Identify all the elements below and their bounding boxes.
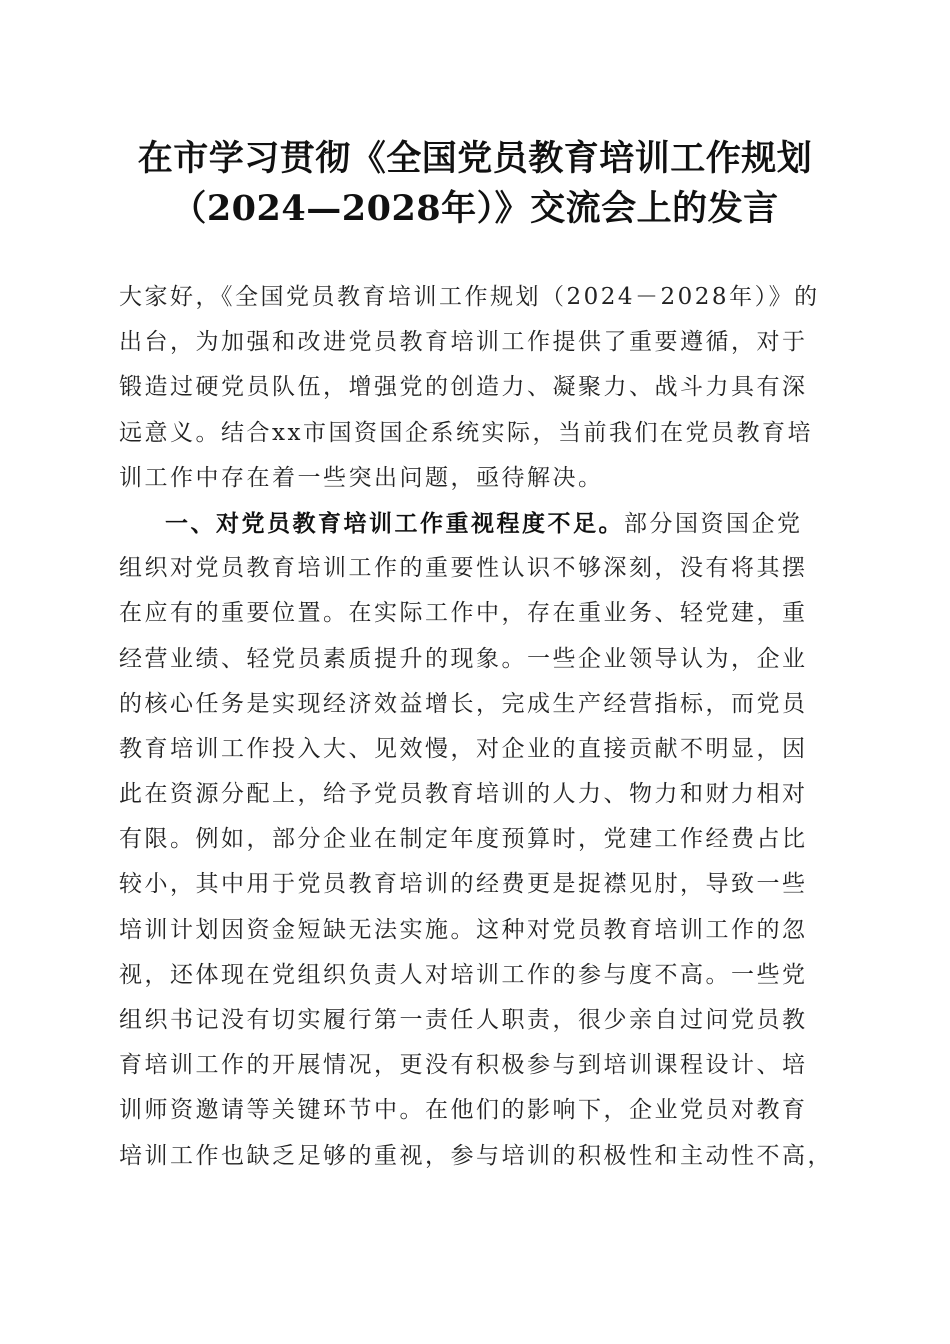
section-1-line: 组织对党员教育培训工作的重要性认识不够深刻，没有将其摆 (119, 555, 808, 582)
section-1-line: 训师资邀请等关键环节中。在他们的影响下，企业党员对教育 (119, 1097, 808, 1124)
section-1-first-line (119, 501, 831, 546)
intro-line: 出台，为加强和改进党员教育培训工作提供了重要遵循，对于 (119, 329, 808, 356)
intro-line: 远意义。结合xx市国资国企系统实际，当前我们在党员教育培 (119, 419, 813, 446)
section-1-line: 的核心任务是实现经济效益增长，完成生产经营指标，而党员 (119, 690, 808, 717)
section-1-line: 有限。例如，部分企业在制定年度预算时，党建工作经费占比 (119, 826, 808, 853)
section-1-line: 教育培训工作投入大、见效慢，对企业的直接贡献不明显，因 (119, 735, 808, 762)
title-line-1: 在市学习贯彻《全国党员教育培训工作规划 (137, 138, 813, 179)
section-1-line: 培训计划因资金短缺无法实施。这种对党员教育培训工作的忽 (119, 916, 808, 943)
document-title (100, 134, 850, 234)
intro-paragraph (119, 275, 831, 501)
document-body (119, 275, 831, 1179)
section-1-paragraph (119, 501, 831, 1179)
intro-line: 训工作中存在着一些突出问题，亟待解决。 (119, 464, 604, 491)
section-1-line: 在应有的重要位置。在实际工作中，存在重业务、轻党建，重 (119, 600, 808, 627)
section-1-first-line-rest: 部分国资国企党 (624, 510, 803, 537)
section-1-line: 育培训工作的开展情况，更没有积极参与到培训课程设计、培 (119, 1052, 808, 1079)
section-1-line: 此在资源分配上，给予党员教育培训的人力、物力和财力相对 (119, 781, 808, 808)
section-1-line: 组织书记没有切实履行第一责任人职责，很少亲自过问党员教 (119, 1007, 808, 1033)
intro-line: 锻造过硬党员队伍，增强党的创造力、凝聚力、战斗力具有深 (119, 374, 808, 401)
intro-line: 大家好，《全国党员教育培训工作规划（2024－2028年）》的 (119, 284, 820, 310)
section-1-line: 较小，其中用于党员教育培训的经费更是捉襟见肘，导致一些 (119, 871, 808, 898)
section-1-heading: 一、对党员教育培训工作重视程度不足。 (165, 509, 624, 537)
section-1-line: 培训工作也缺乏足够的重视，参与培训的积极性和主动性不高， (119, 1142, 833, 1169)
section-1-line: 经营业绩、轻党员素质提升的现象。一些企业领导认为，企业 (119, 645, 808, 672)
title-line-2: （2024—2028年）》交流会上的发言 (171, 188, 779, 229)
section-1-line: 视，还体现在党组织负责人对培训工作的参与度不高。一些党 (119, 961, 808, 988)
